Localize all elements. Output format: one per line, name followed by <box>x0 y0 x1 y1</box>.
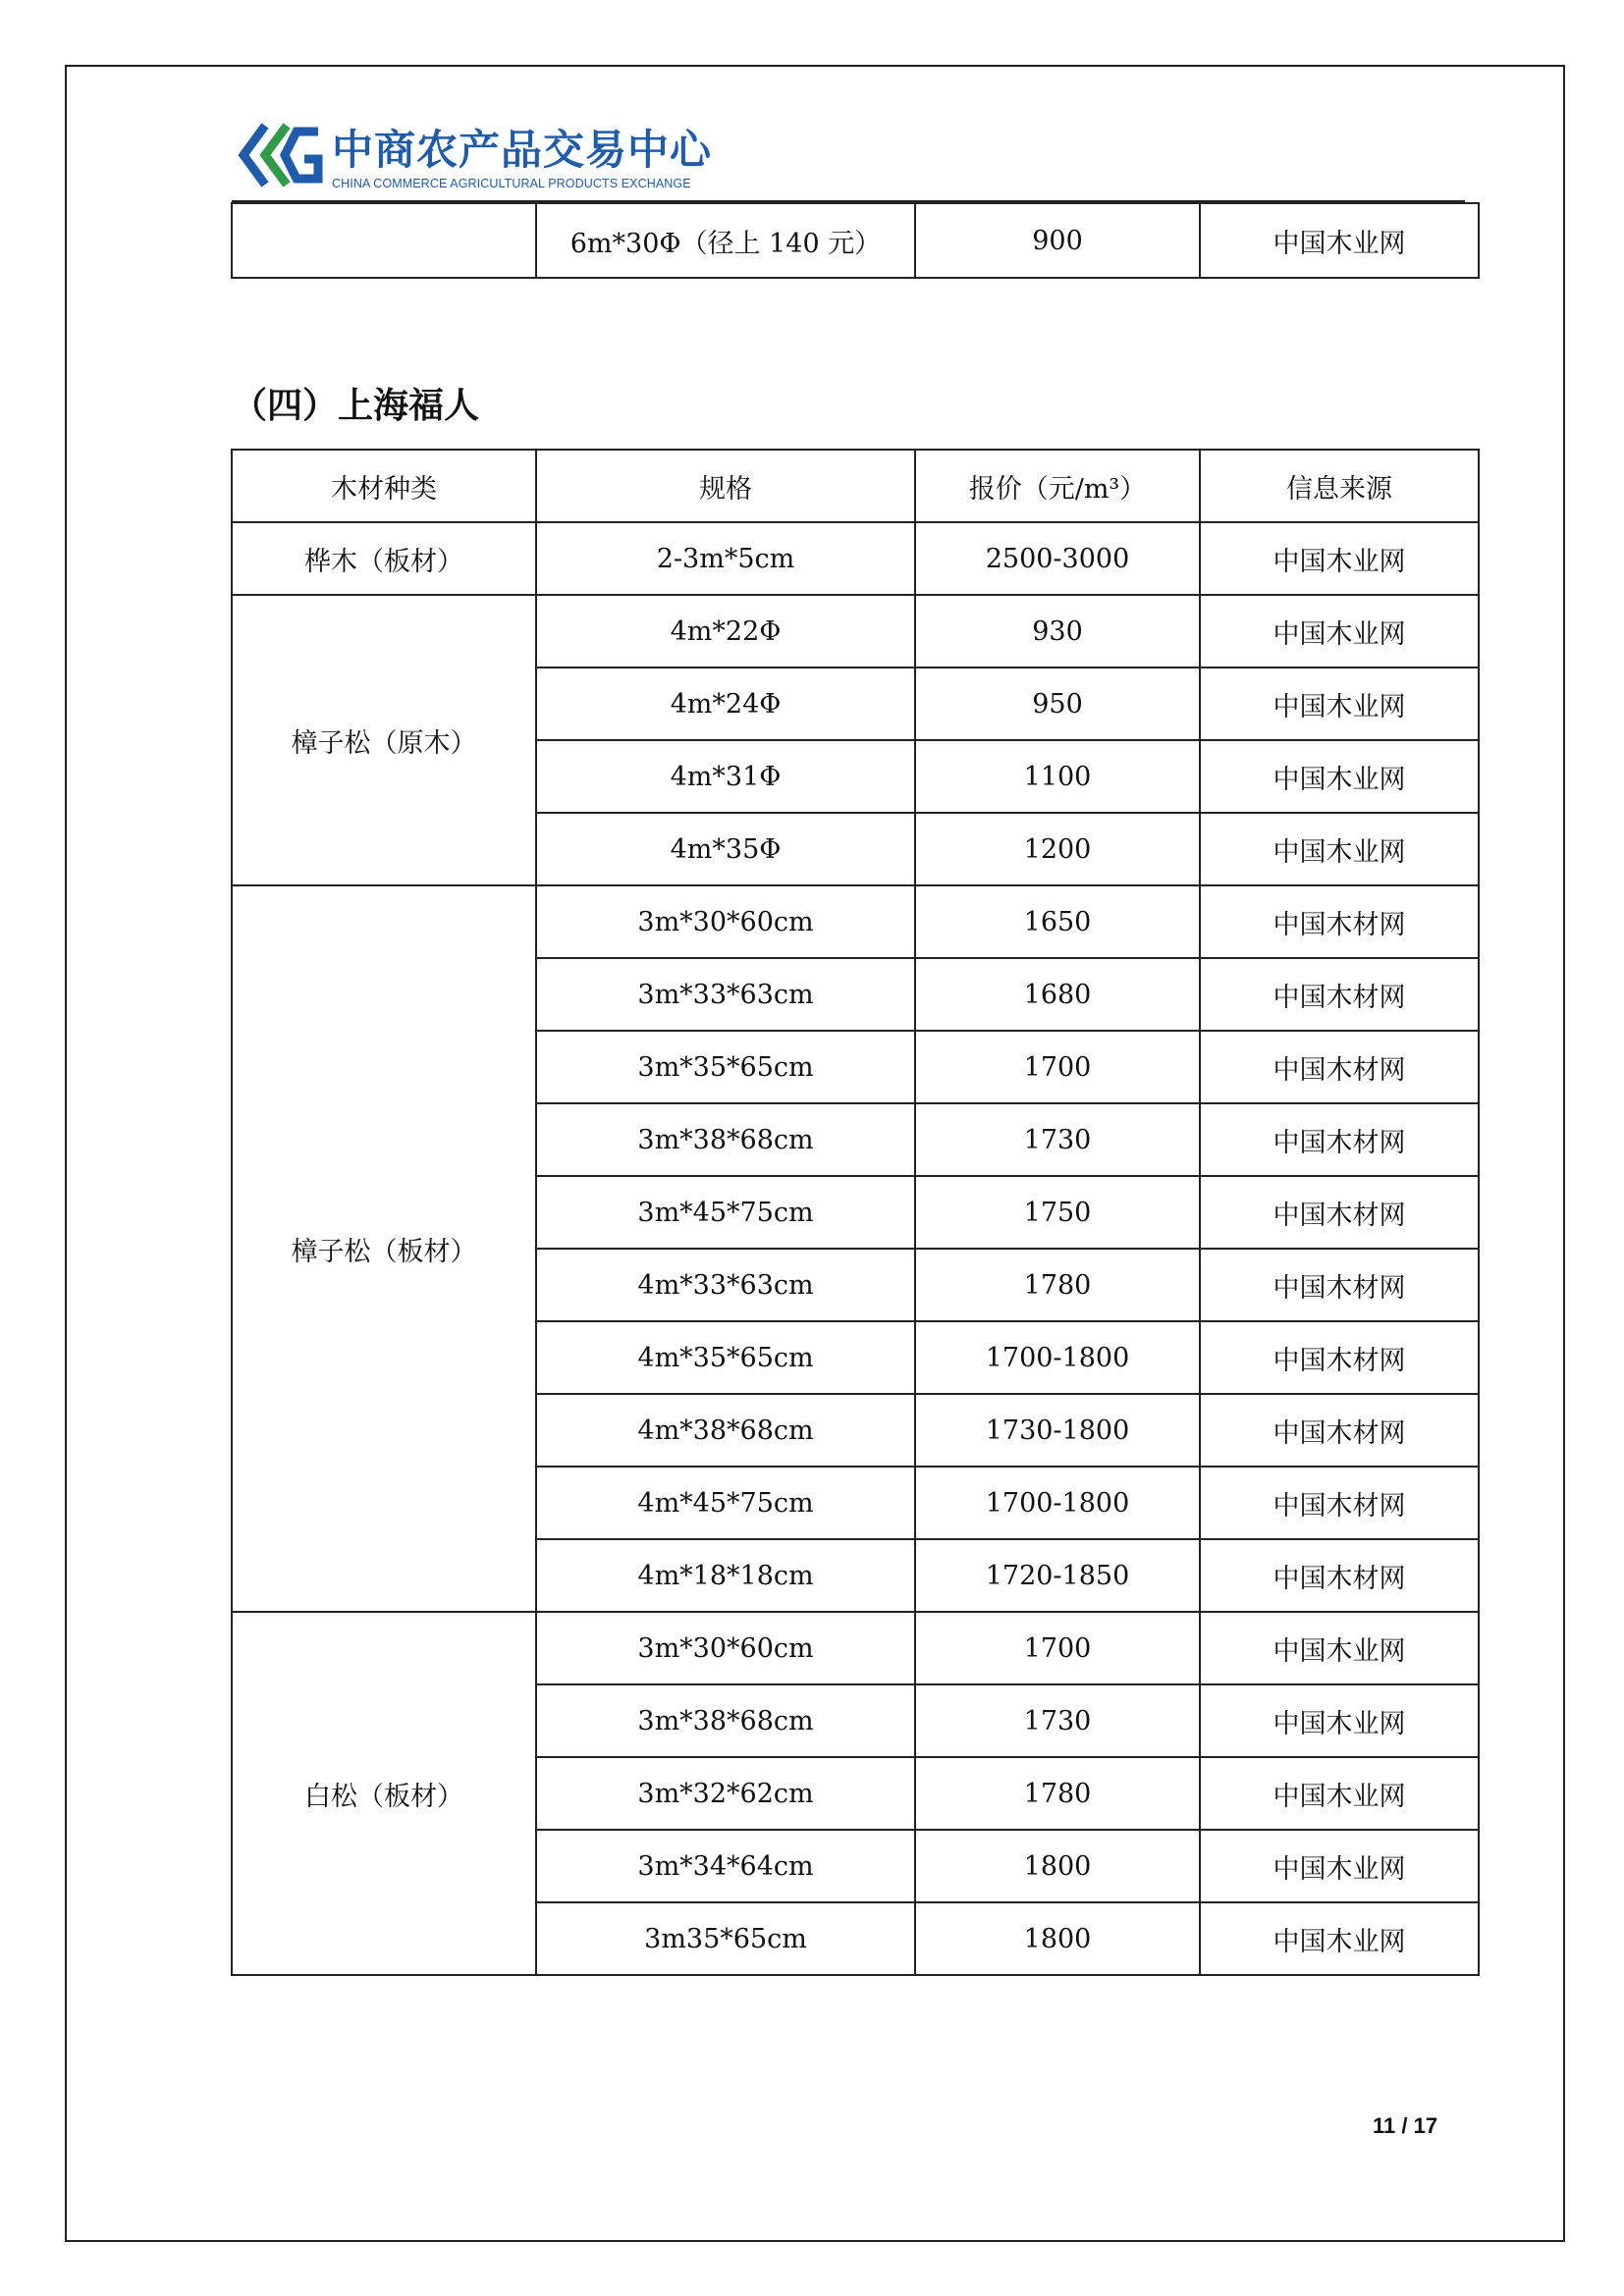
table-row <box>232 203 1479 278</box>
source-cell: 中国木业网 <box>1200 667 1479 740</box>
price-cell: 1720-1850 <box>915 1539 1200 1612</box>
spec-cell: 3m*38*68cm <box>536 1684 915 1757</box>
price-cell: 1750 <box>915 1176 1200 1249</box>
wood-type-cell <box>232 203 536 278</box>
spec-cell: 4m*18*18cm <box>536 1539 915 1612</box>
spec-cell: 4m*33*63cm <box>536 1249 915 1321</box>
price-cell: 1200 <box>915 813 1200 885</box>
source-cell: 中国木业网 <box>1200 1684 1479 1757</box>
price-cell: 2500-3000 <box>915 522 1200 595</box>
table-row <box>232 885 1479 958</box>
source-cell: 中国木业网 <box>1200 203 1479 278</box>
spec-cell: 4m*45*75cm <box>536 1467 915 1539</box>
source-cell: 中国木材网 <box>1200 1321 1479 1394</box>
price-cell: 1700 <box>915 1031 1200 1103</box>
price-cell: 1800 <box>915 1902 1200 1975</box>
source-cell: 中国木材网 <box>1200 1539 1479 1612</box>
spec-cell: 4m*24Φ <box>536 667 915 740</box>
source-cell: 中国木材网 <box>1200 958 1479 1031</box>
price-cell: 1780 <box>915 1249 1200 1321</box>
price-cell: 1730 <box>915 1684 1200 1757</box>
price-cell: 1650 <box>915 885 1200 958</box>
spec-cell: 2-3m*5cm <box>536 522 915 595</box>
source-cell: 中国木业网 <box>1200 1757 1479 1830</box>
price-cell: 1780 <box>915 1757 1200 1830</box>
header-spec: 规格 <box>536 450 915 522</box>
spec-cell: 3m*30*60cm <box>536 885 915 958</box>
header-price: 报价（元/m³） <box>915 450 1200 522</box>
wood-type-cell: 樟子松（原木） <box>232 595 536 885</box>
header-wood-type: 木材种类 <box>232 450 536 522</box>
logo-mark-icon <box>236 120 326 190</box>
wood-type-cell: 桦木（板材） <box>232 522 536 595</box>
spec-cell: 3m35*65cm <box>536 1902 915 1975</box>
spec-cell: 6m*30Φ（径上 140 元） <box>536 203 915 278</box>
price-cell: 1700-1800 <box>915 1467 1200 1539</box>
spec-cell: 3m*38*68cm <box>536 1103 915 1176</box>
price-cell: 950 <box>915 667 1200 740</box>
price-cell: 930 <box>915 595 1200 667</box>
table-row <box>232 595 1479 667</box>
spec-cell: 3m*35*65cm <box>536 1031 915 1103</box>
source-cell: 中国木业网 <box>1200 813 1479 885</box>
price-cell: 1100 <box>915 740 1200 813</box>
spec-cell: 3m*32*62cm <box>536 1757 915 1830</box>
table-row <box>232 522 1479 595</box>
price-table <box>231 449 1480 1976</box>
spec-cell: 4m*35*65cm <box>536 1321 915 1394</box>
table-row <box>232 1612 1479 1684</box>
header-source: 信息来源 <box>1200 450 1479 522</box>
source-cell: 中国木业网 <box>1200 1612 1479 1684</box>
source-cell: 中国木业网 <box>1200 595 1479 667</box>
source-cell: 中国木业网 <box>1200 1830 1479 1902</box>
spec-cell: 4m*31Φ <box>536 740 915 813</box>
section-title: （四）上海福人 <box>232 386 480 426</box>
price-cell: 1700 <box>915 1612 1200 1684</box>
spec-cell: 3m*33*63cm <box>536 958 915 1031</box>
source-cell: 中国木业网 <box>1200 1902 1479 1975</box>
price-cell: 1730-1800 <box>915 1394 1200 1467</box>
table-header-row <box>232 450 1479 522</box>
source-cell: 中国木材网 <box>1200 1103 1479 1176</box>
source-cell: 中国木业网 <box>1200 522 1479 595</box>
source-cell: 中国木材网 <box>1200 1031 1479 1103</box>
spec-cell: 3m*45*75cm <box>536 1176 915 1249</box>
logo-english-name: CHINA COMMERCE AGRICULTURAL PRODUCTS EXCHANGE <box>332 177 691 190</box>
price-cell: 1700-1800 <box>915 1321 1200 1394</box>
source-cell: 中国木材网 <box>1200 1249 1479 1321</box>
source-cell: 中国木材网 <box>1200 1176 1479 1249</box>
price-cell: 900 <box>915 203 1200 278</box>
spec-cell: 4m*35Φ <box>536 813 915 885</box>
wood-type-cell: 白松（板材） <box>232 1612 536 1975</box>
source-cell: 中国木材网 <box>1200 1467 1479 1539</box>
price-cell: 1730 <box>915 1103 1200 1176</box>
spec-cell: 4m*22Φ <box>536 595 915 667</box>
spec-cell: 3m*30*60cm <box>536 1612 915 1684</box>
price-cell: 1800 <box>915 1830 1200 1902</box>
company-logo <box>236 116 713 194</box>
spec-cell: 4m*38*68cm <box>536 1394 915 1467</box>
continued-table <box>231 202 1480 279</box>
wood-type-cell: 樟子松（板材） <box>232 885 536 1612</box>
page-number: 11 / 17 <box>1373 2113 1438 2138</box>
price-cell: 1680 <box>915 958 1200 1031</box>
logo-chinese-name: 中商农产品交易中心 <box>332 126 713 174</box>
spec-cell: 3m*34*64cm <box>536 1830 915 1902</box>
source-cell: 中国木材网 <box>1200 885 1479 958</box>
source-cell: 中国木业网 <box>1200 740 1479 813</box>
source-cell: 中国木材网 <box>1200 1394 1479 1467</box>
